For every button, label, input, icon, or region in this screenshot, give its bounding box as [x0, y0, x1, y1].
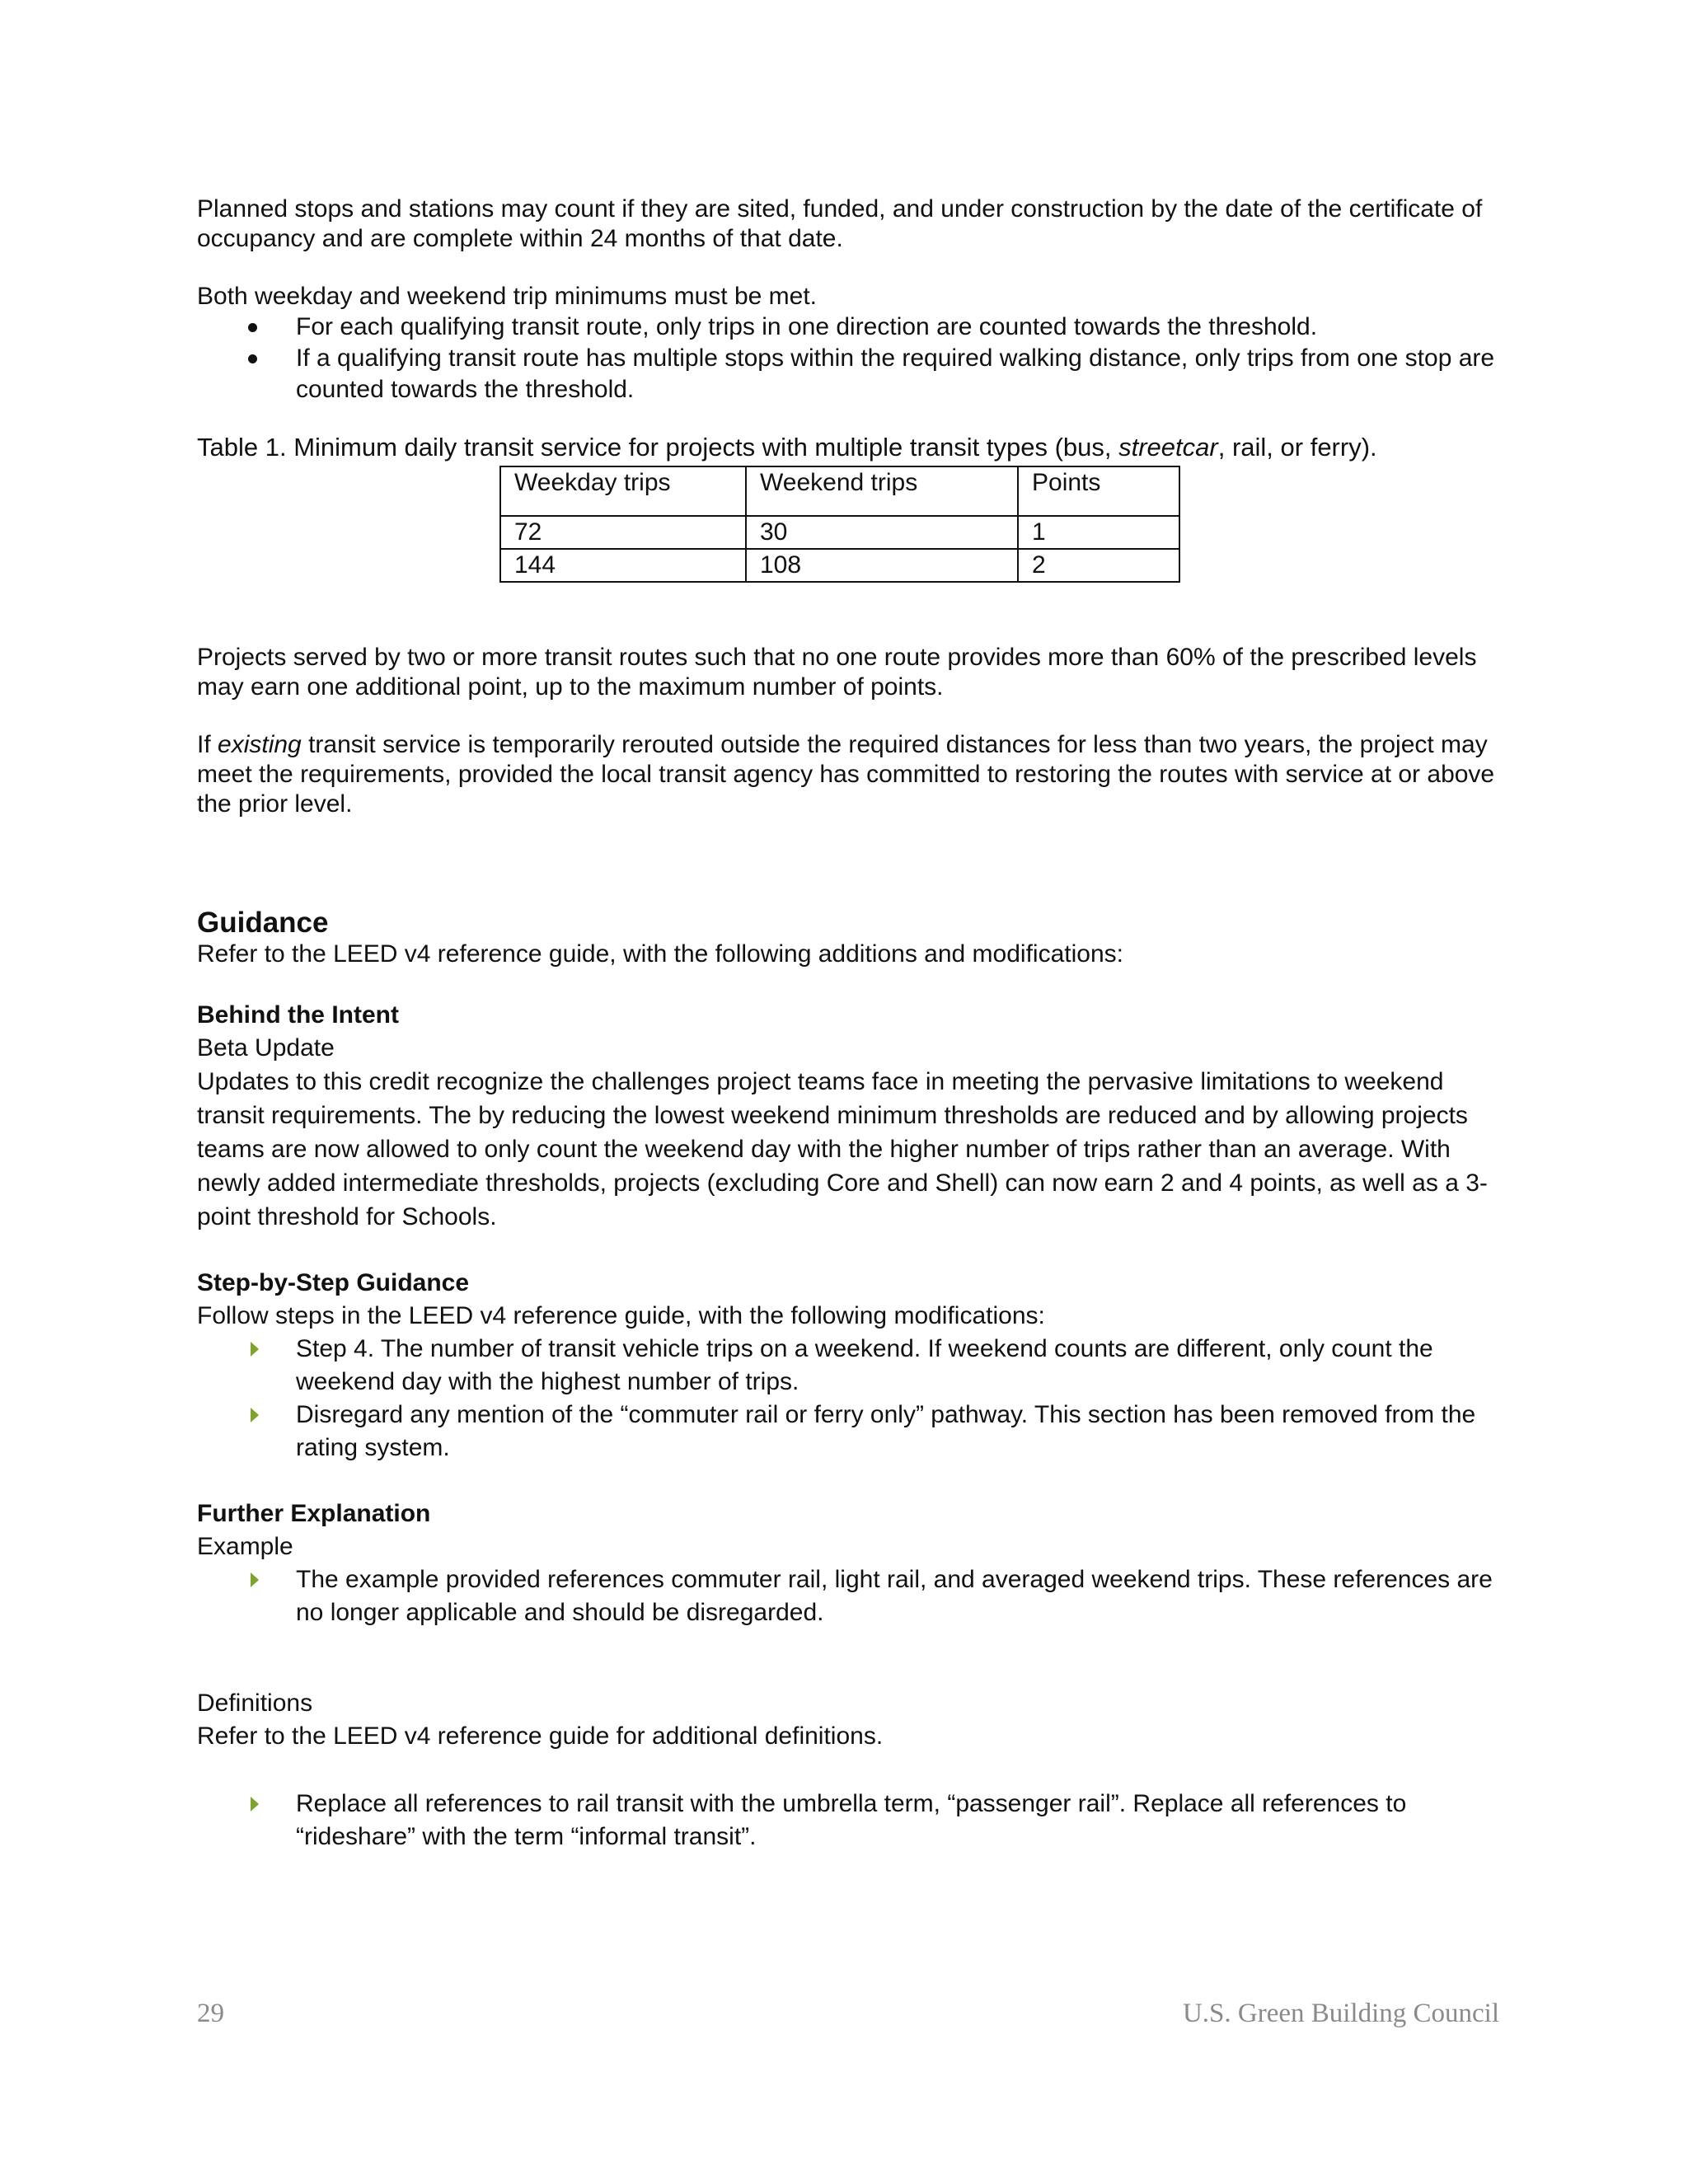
arrow-bullet-icon	[251, 1408, 259, 1422]
planned-stops-paragraph: Planned stops and stations may count if they are sited, funded, and under construction by the date of the certificate of occupancy and are complete within 24 months of that date.	[197, 195, 1483, 252]
step-by-step-intro: Follow steps in the LEED v4 reference guide, with the following modifications:	[197, 1302, 1045, 1329]
table-row	[500, 516, 1179, 549]
multiple-routes-paragraph: Projects served by two or more transit routes such that no one route provides more than 60% of the prescribed levels may earn one additional point, up to the maximum number of points.	[197, 644, 1477, 701]
beta-update-text: Updates to this credit recognize the challenges project teams face in meeting the pervasive limitations to weekend transit requirements. The by reducing the lowest weekend minimum thresholds are reduced and by allowing projects teams are now allowed to only count the weekend day with the higher number of trips rather than an average. With newly added intermediate thresholds, projects (excluding Core and Shell) can now earn 2 and 4 points, as well as a 3-point threshold for Schools.	[197, 1068, 1488, 1230]
step-by-step-heading: Step-by-Step Guidance	[197, 1269, 470, 1296]
trip-minimums-paragraph: Both weekday and weekend trip minimums must be met.	[197, 283, 818, 310]
step-by-step-list	[197, 1333, 1499, 1465]
list-item: For each qualifying transit route, only trips in one direction are counted towards the threshold.	[197, 312, 1499, 343]
page-footer	[197, 1999, 1499, 2029]
table-cell: 144	[500, 549, 746, 582]
qualifying-route-bullets	[197, 312, 1499, 405]
table-cell: 30	[746, 516, 1018, 549]
list-item: Step 4. The number of transit vehicle trips on a weekend. If weekend counts are different, only count the weekend day with the highest number of trips.	[197, 1333, 1499, 1399]
transit-service-table	[499, 466, 1180, 583]
page-number: 29	[197, 1999, 224, 2028]
guidance-intro: Refer to the LEED v4 reference guide, with the following additions and modifications:	[197, 940, 1123, 968]
definitions-list	[197, 1788, 1499, 1854]
list-item: Disregard any mention of the “commuter rail or ferry only” pathway. This section has been removed from the rating system.	[197, 1399, 1499, 1465]
table-cell: 108	[746, 549, 1018, 582]
column-header: Points	[1018, 466, 1179, 516]
further-explanation-heading: Further Explanation	[197, 1500, 431, 1527]
guidance-heading: Guidance	[197, 907, 329, 939]
arrow-bullet-icon	[251, 1572, 259, 1587]
behind-intent-heading: Behind the Intent	[197, 1001, 399, 1029]
rerouted-service-paragraph: If existing transit service is temporarily rerouted outside the required distances for less than two years, the project may meet the requirements, provided the local transit agency has committed to restoring the routes with service at or above the prior level.	[197, 731, 1495, 818]
table-cell: 1	[1018, 516, 1179, 549]
bullet-dot-icon	[248, 354, 257, 363]
table-cell: 72	[500, 516, 746, 549]
bullet-dot-icon	[248, 323, 257, 332]
example-subheading: Example	[197, 1533, 293, 1560]
beta-update-subheading: Beta Update	[197, 1034, 335, 1062]
definitions-heading: Definitions	[197, 1690, 313, 1717]
list-item: Replace all references to rail transit with the umbrella term, “passenger rail”. Replace all references to “rideshare” with the term “informal transit”.	[197, 1788, 1499, 1854]
example-list	[197, 1563, 1499, 1629]
arrow-bullet-icon	[251, 1342, 259, 1357]
arrow-bullet-icon	[251, 1797, 259, 1811]
table-header-row	[500, 466, 1179, 516]
footer-organization: U.S. Green Building Council	[1182, 1999, 1499, 2028]
list-item: If a qualifying transit route has multiple stops within the required walking distance, only trips from one stop are counted towards the threshold.	[197, 343, 1499, 405]
page-content	[197, 194, 1499, 1854]
table-row	[500, 549, 1179, 582]
column-header: Weekend trips	[746, 466, 1018, 516]
column-header: Weekday trips	[500, 466, 746, 516]
list-item: The example provided references commuter rail, light rail, and averaged weekend trips. These references are no longer applicable and should be disregarded.	[197, 1563, 1499, 1629]
table-cell: 2	[1018, 549, 1179, 582]
table-caption: Table 1. Minimum daily transit service for projects with multiple transit types (bus, streetcar, rail, or ferry).	[197, 433, 1377, 462]
definitions-intro: Refer to the LEED v4 reference guide for additional definitions.	[197, 1722, 884, 1750]
